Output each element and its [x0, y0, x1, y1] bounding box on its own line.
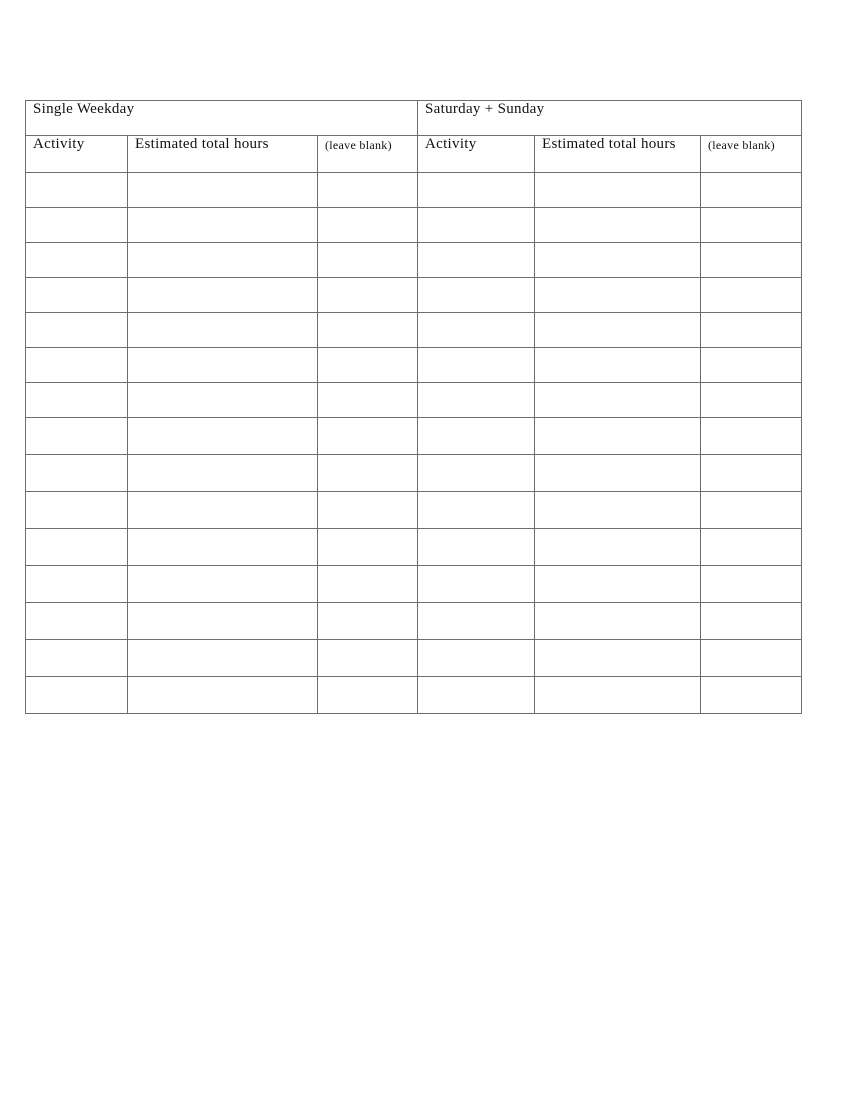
weekday-blank-cell[interactable]	[318, 529, 418, 566]
weekend-activity-cell[interactable]	[418, 492, 535, 529]
weekday-hours-cell[interactable]	[128, 418, 318, 455]
weekday-blank-cell[interactable]	[318, 677, 418, 714]
table-row	[26, 348, 802, 383]
weekday-activity-cell[interactable]	[26, 640, 128, 677]
weekday-activity-cell[interactable]	[26, 566, 128, 603]
weekend-hours-cell[interactable]	[535, 566, 701, 603]
weekday-activity-cell[interactable]	[26, 278, 128, 313]
table-row	[26, 566, 802, 603]
weekend-hours-cell[interactable]	[535, 383, 701, 418]
weekend-blank-cell[interactable]	[701, 603, 802, 640]
weekend-hours-cell[interactable]	[535, 313, 701, 348]
weekend-activity-cell[interactable]	[418, 348, 535, 383]
activity-log-sheet	[25, 100, 801, 714]
weekday-section-title: Single Weekday	[26, 101, 418, 136]
weekend-activity-cell[interactable]	[418, 603, 535, 640]
weekend-activity-cell[interactable]	[418, 313, 535, 348]
weekday-blank-cell[interactable]	[318, 208, 418, 243]
weekend-activity-cell[interactable]	[418, 173, 535, 208]
table-row	[26, 640, 802, 677]
weekday-blank-cell[interactable]	[318, 383, 418, 418]
weekday-hours-cell[interactable]	[128, 278, 318, 313]
weekend-hours-cell[interactable]	[535, 418, 701, 455]
weekday-hours-cell[interactable]	[128, 640, 318, 677]
weekday-hours-cell[interactable]	[128, 455, 318, 492]
weekday-activity-cell[interactable]	[26, 677, 128, 714]
section-header-row	[26, 101, 802, 136]
weekend-blank-cell[interactable]	[701, 243, 802, 278]
weekday-hours-cell[interactable]	[128, 529, 318, 566]
activity-log-table	[25, 100, 802, 714]
weekend-hours-cell[interactable]	[535, 243, 701, 278]
weekday-hours-cell[interactable]	[128, 677, 318, 714]
weekday-blank-cell[interactable]	[318, 640, 418, 677]
weekday-activity-cell[interactable]	[26, 243, 128, 278]
weekend-blank-cell[interactable]	[701, 529, 802, 566]
table-row	[26, 677, 802, 714]
weekend-hours-cell[interactable]	[535, 348, 701, 383]
weekend-activity-cell[interactable]	[418, 529, 535, 566]
table-row	[26, 243, 802, 278]
table-row	[26, 313, 802, 348]
weekend-hours-cell[interactable]	[535, 677, 701, 714]
weekday-activity-cell[interactable]	[26, 418, 128, 455]
weekday-activity-cell[interactable]	[26, 348, 128, 383]
weekend-hours-cell[interactable]	[535, 603, 701, 640]
weekday-activity-cell[interactable]	[26, 383, 128, 418]
weekend-activity-cell[interactable]	[418, 566, 535, 603]
weekday-hours-cell[interactable]	[128, 603, 318, 640]
weekday-activity-cell[interactable]	[26, 313, 128, 348]
weekend-blank-cell[interactable]	[701, 640, 802, 677]
weekday-blank-header: (leave blank)	[318, 136, 418, 173]
weekend-activity-cell[interactable]	[418, 640, 535, 677]
weekend-activity-header: Activity	[418, 136, 535, 173]
weekend-activity-cell[interactable]	[418, 383, 535, 418]
weekday-activity-cell[interactable]	[26, 603, 128, 640]
weekday-activity-cell[interactable]	[26, 492, 128, 529]
weekend-activity-cell[interactable]	[418, 418, 535, 455]
weekend-blank-cell[interactable]	[701, 677, 802, 714]
weekday-blank-cell[interactable]	[318, 492, 418, 529]
weekday-blank-cell[interactable]	[318, 173, 418, 208]
weekend-hours-cell[interactable]	[535, 492, 701, 529]
table-row	[26, 383, 802, 418]
weekend-blank-cell[interactable]	[701, 418, 802, 455]
weekend-hours-cell[interactable]	[535, 455, 701, 492]
weekend-blank-cell[interactable]	[701, 208, 802, 243]
weekend-blank-cell[interactable]	[701, 492, 802, 529]
weekend-blank-cell[interactable]	[701, 383, 802, 418]
weekday-hours-cell[interactable]	[128, 492, 318, 529]
weekend-blank-cell[interactable]	[701, 566, 802, 603]
table-row	[26, 278, 802, 313]
weekday-hours-cell[interactable]	[128, 243, 318, 278]
weekend-section-title: Saturday + Sunday	[418, 101, 802, 136]
weekend-blank-cell[interactable]	[701, 173, 802, 208]
weekday-blank-cell[interactable]	[318, 313, 418, 348]
weekday-hours-cell[interactable]	[128, 313, 318, 348]
weekend-activity-cell[interactable]	[418, 677, 535, 714]
weekend-blank-cell[interactable]	[701, 348, 802, 383]
weekday-activity-cell[interactable]	[26, 173, 128, 208]
table-row	[26, 603, 802, 640]
weekday-activity-cell[interactable]	[26, 208, 128, 243]
weekday-hours-cell[interactable]	[128, 566, 318, 603]
weekday-hours-cell[interactable]	[128, 173, 318, 208]
weekend-hours-cell[interactable]	[535, 640, 701, 677]
weekend-blank-cell[interactable]	[701, 313, 802, 348]
weekend-hours-cell[interactable]	[535, 278, 701, 313]
weekday-activity-cell[interactable]	[26, 455, 128, 492]
table-row	[26, 208, 802, 243]
weekend-hours-cell[interactable]	[535, 529, 701, 566]
table-row	[26, 529, 802, 566]
weekday-hours-cell[interactable]	[128, 208, 318, 243]
weekend-activity-cell[interactable]	[418, 278, 535, 313]
table-row	[26, 418, 802, 455]
weekday-hours-cell[interactable]	[128, 383, 318, 418]
weekday-blank-cell[interactable]	[318, 566, 418, 603]
column-header-row	[26, 136, 802, 173]
weekend-blank-cell[interactable]	[701, 278, 802, 313]
weekday-hours-cell[interactable]	[128, 348, 318, 383]
table-row	[26, 492, 802, 529]
weekend-blank-header: (leave blank)	[701, 136, 802, 173]
weekend-activity-cell[interactable]	[418, 455, 535, 492]
weekday-hours-header: Estimated total hours	[128, 136, 318, 173]
weekend-hours-cell[interactable]	[535, 173, 701, 208]
weekday-blank-cell[interactable]	[318, 278, 418, 313]
table-row	[26, 455, 802, 492]
weekend-hours-header: Estimated total hours	[535, 136, 701, 173]
table-row	[26, 173, 802, 208]
weekday-activity-cell[interactable]	[26, 529, 128, 566]
weekday-blank-cell[interactable]	[318, 243, 418, 278]
weekend-activity-cell[interactable]	[418, 243, 535, 278]
weekend-activity-cell[interactable]	[418, 208, 535, 243]
weekday-blank-cell[interactable]	[318, 455, 418, 492]
weekday-blank-cell[interactable]	[318, 603, 418, 640]
weekend-blank-cell[interactable]	[701, 455, 802, 492]
weekday-blank-cell[interactable]	[318, 418, 418, 455]
weekday-blank-cell[interactable]	[318, 348, 418, 383]
weekend-hours-cell[interactable]	[535, 208, 701, 243]
weekday-activity-header: Activity	[26, 136, 128, 173]
